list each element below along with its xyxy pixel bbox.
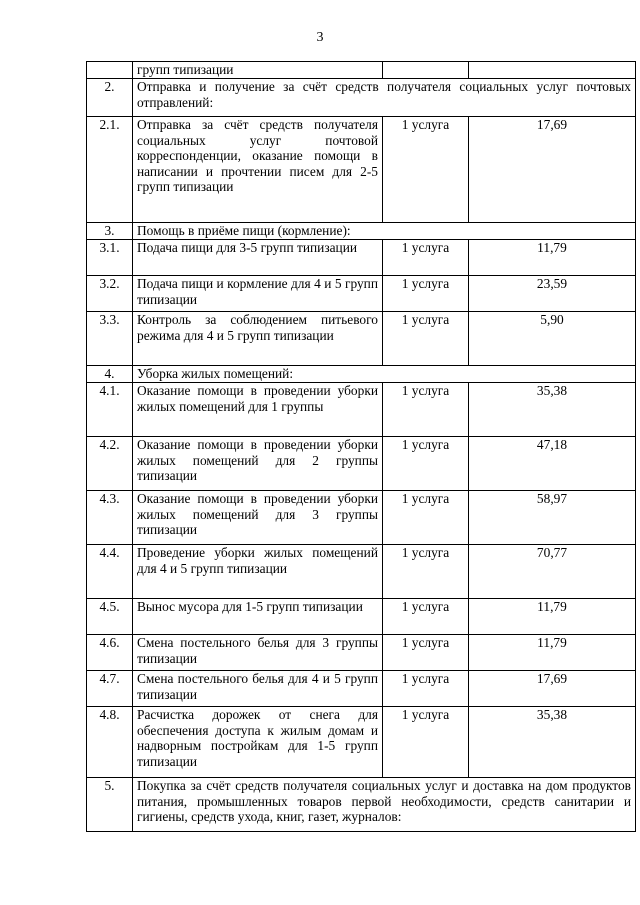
- services-table: [86, 61, 636, 832]
- row-unit: [383, 62, 469, 79]
- row-price: 35,38: [469, 383, 636, 437]
- row-price: 17,69: [469, 117, 636, 223]
- row-description: Смена постельного белья для 3 группы типизации: [133, 635, 383, 671]
- table-row: [87, 312, 636, 366]
- table-row: [87, 62, 636, 79]
- row-description: Оказание помощи в проведении уборки жилых помещений для 1 группы: [133, 383, 383, 437]
- table-row: [87, 707, 636, 778]
- row-description: Подача пищи и кормление для 4 и 5 групп типизации: [133, 276, 383, 312]
- row-number: 4.8.: [87, 707, 133, 778]
- row-description: Помощь в приёме пищи (кормление):: [133, 223, 636, 240]
- table-row: [87, 117, 636, 223]
- row-price: 17,69: [469, 671, 636, 707]
- row-unit: 1 услуга: [383, 491, 469, 545]
- row-unit: 1 услуга: [383, 635, 469, 671]
- table-row: [87, 545, 636, 599]
- row-number: 4.7.: [87, 671, 133, 707]
- row-price: 58,97: [469, 491, 636, 545]
- row-description: Смена постельного белья для 4 и 5 групп типизации: [133, 671, 383, 707]
- row-unit: 1 услуга: [383, 599, 469, 635]
- row-description: Расчистка дорожек от снега для обеспечения доступа к жилым домам и надворным постройкам для 1-5 групп типизации: [133, 707, 383, 778]
- table-row: [87, 778, 636, 832]
- row-description: Уборка жилых помещений:: [133, 366, 636, 383]
- row-unit: 1 услуга: [383, 276, 469, 312]
- row-unit: 1 услуга: [383, 437, 469, 491]
- row-price: 11,79: [469, 635, 636, 671]
- row-unit: 1 услуга: [383, 545, 469, 599]
- row-price: 11,79: [469, 599, 636, 635]
- row-price: 11,79: [469, 240, 636, 276]
- row-number: [87, 62, 133, 79]
- row-description: Оказание помощи в проведении уборки жилых помещений для 3 группы типизации: [133, 491, 383, 545]
- row-description: групп типизации: [133, 62, 383, 79]
- row-number: 4.6.: [87, 635, 133, 671]
- row-number: 4.2.: [87, 437, 133, 491]
- table-row: [87, 599, 636, 635]
- table-row: [87, 671, 636, 707]
- row-price: 5,90: [469, 312, 636, 366]
- row-unit: 1 услуга: [383, 240, 469, 276]
- row-description: Вынос мусора для 1-5 групп типизации: [133, 599, 383, 635]
- table-row: [87, 79, 636, 117]
- row-number: 3.2.: [87, 276, 133, 312]
- table-row: [87, 491, 636, 545]
- table-row: [87, 635, 636, 671]
- table-row: [87, 276, 636, 312]
- row-number: 4.4.: [87, 545, 133, 599]
- row-number: 3.1.: [87, 240, 133, 276]
- row-unit: 1 услуга: [383, 707, 469, 778]
- row-price: 47,18: [469, 437, 636, 491]
- table-row: [87, 240, 636, 276]
- row-description: Проведение уборки жилых помещений для 4 и 5 групп типизации: [133, 545, 383, 599]
- table-row: [87, 383, 636, 437]
- row-price: 23,59: [469, 276, 636, 312]
- row-unit: 1 услуга: [383, 117, 469, 223]
- row-price: 70,77: [469, 545, 636, 599]
- table-row: [87, 223, 636, 240]
- row-number: 2.: [87, 79, 133, 117]
- row-number: 4.: [87, 366, 133, 383]
- row-description: Оказание помощи в проведении уборки жилых помещений для 2 группы типизации: [133, 437, 383, 491]
- row-description: Подача пищи для 3-5 групп типизации: [133, 240, 383, 276]
- table-row: [87, 366, 636, 383]
- page-number: 3: [316, 30, 324, 45]
- row-price: [469, 62, 636, 79]
- row-number: 4.3.: [87, 491, 133, 545]
- row-number: 5.: [87, 778, 133, 832]
- table-row: [87, 437, 636, 491]
- row-unit: 1 услуга: [383, 312, 469, 366]
- row-description: Контроль за соблюдением питьевого режима для 4 и 5 групп типизации: [133, 312, 383, 366]
- row-number: 3.: [87, 223, 133, 240]
- row-number: 4.5.: [87, 599, 133, 635]
- row-price: 35,38: [469, 707, 636, 778]
- row-unit: 1 услуга: [383, 383, 469, 437]
- row-number: 4.1.: [87, 383, 133, 437]
- row-description: Отправка и получение за счёт средств получателя социальных услуг почтовых отправлений:: [133, 79, 636, 117]
- row-number: 2.1.: [87, 117, 133, 223]
- row-description: Покупка за счёт средств получателя социальных услуг и доставка на дом продуктов питания, промышленных товаров первой необходимости, средств санитарии и гигиены, средств ухода, книг, газет, журналов:: [133, 778, 636, 832]
- row-description: Отправка за счёт средств получателя социальных услуг почтовой корреспонденции, оказание помощи в написании и прочтении писем для 2-5 групп типизации: [133, 117, 383, 223]
- row-unit: 1 услуга: [383, 671, 469, 707]
- row-number: 3.3.: [87, 312, 133, 366]
